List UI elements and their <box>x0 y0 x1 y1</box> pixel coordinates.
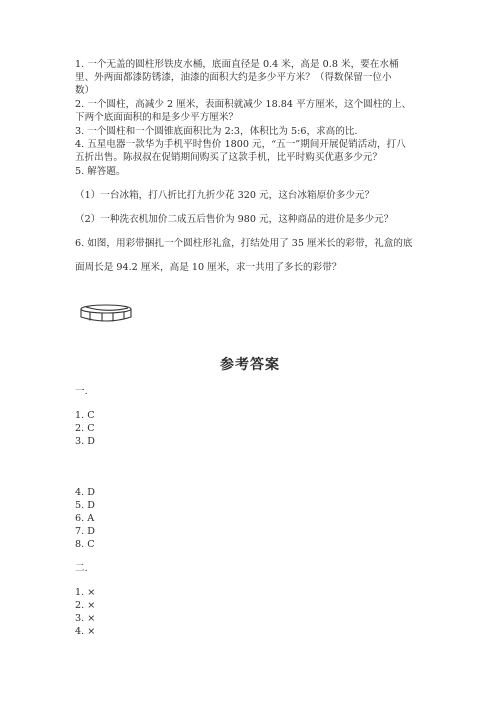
answer-item: 3. × <box>75 613 96 624</box>
section-2-heading: 二. <box>75 563 88 574</box>
question-5-heading: 5. 解答题。 <box>75 166 126 177</box>
answer-item: 4. × <box>75 626 96 637</box>
question-5-part-1: （1）一台冰箱，打八折比打九折少花 320 元，这台冰箱原价多少元？ <box>75 190 375 201</box>
answer-item: 4. D <box>75 487 95 498</box>
answer-key-title: 参考答案 <box>220 357 280 373</box>
question-1-line-1: 1. 一个无盖的圆柱形铁皮水桶，底面直径是 0.4 米，高是 0.8 米，要在水桶 <box>75 59 399 70</box>
question-4-line-1: 4. 五星电器一款华为手机平时售价 1800 元，“五一”期间开展促销活动，打八 <box>75 139 406 150</box>
question-4-line-2: 五折出售。陈叔叔在促销期间购买了这款手机，比平时购买优惠多少元？ <box>75 152 382 163</box>
answer-item: 1. C <box>75 410 95 421</box>
section-1-heading: 一. <box>75 386 88 397</box>
question-5-part-2: （2）一种洗衣机加价二成五后售价为 980 元，这种商品的进价是多少元？ <box>75 214 394 225</box>
question-2-line-1: 2. 一个圆柱，高减少 2 厘米，表面积就减少 18.84 平方厘米，这个圆柱的上、 <box>75 99 412 110</box>
question-2-line-2: 下两个底面面积的和是多少平方厘米？ <box>75 112 239 123</box>
question-1-line-2: 里、外两面都漆防锈漆，油漆的面积大约是多少平方米？（得数保留一位小 <box>75 72 392 83</box>
question-3: 3. 一个圆柱和一个圆锥底面积比为 2:3，体积比为 5:6，求高的比. <box>75 126 358 137</box>
answer-item: 2. C <box>75 423 95 434</box>
answer-item: 1. × <box>75 587 96 598</box>
answer-item: 2. × <box>75 600 96 611</box>
answer-item: 5. D <box>75 500 95 511</box>
answer-item: 6. A <box>75 513 95 524</box>
question-6-line-2: 面周长是 94.2 厘米，高是 10 厘米，求一共用了多长的彩带？ <box>75 262 342 273</box>
question-1-line-3: 数） <box>75 85 95 96</box>
question-6-line-1: 6. 如图，用彩带捆扎一个圆柱形礼盒，打结处用了 35 厘米长的彩带，礼盒的底 <box>75 238 413 249</box>
answer-item: 8. C <box>75 539 95 550</box>
answer-item: 7. D <box>75 526 95 537</box>
answer-item: 3. D <box>75 436 95 447</box>
cylinder-gift-box-icon <box>78 303 138 325</box>
